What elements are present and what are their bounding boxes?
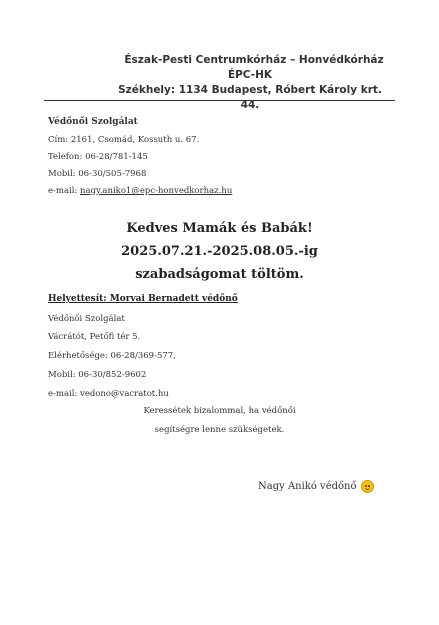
header-divider (44, 100, 395, 101)
substitute-mobile: Mobil: 06-30/852-9602 (48, 370, 147, 380)
primary-contact-email-row (48, 186, 232, 196)
smiley-face-icon (361, 480, 374, 493)
signature-text: Nagy Anikó védőnő (258, 481, 357, 492)
signature (258, 480, 374, 493)
closing-line-2: segítségre lenne szükségetek. (154, 425, 285, 435)
closing-line-1: Keressétek bizalommal, ha védőnői (143, 406, 296, 416)
substitute-email: e-mail: vedono@vacratot.hu (48, 389, 169, 399)
primary-contact-mobile: Mobil: 06-30/505-7968 (48, 169, 147, 179)
hospital-name: Észak-Pesti Centrumkórház – Honvédkórház (124, 54, 384, 66)
primary-contact-email-link[interactable]: nagy.aniko1@epc-honvedkorhaz.hu (80, 186, 233, 196)
substitute-service: Védőnői Szolgálat (48, 314, 125, 324)
hospital-seat: Székhely: 1134 Budapest, Róbert Károly krt. 44. (118, 84, 382, 111)
email-label: e-mail: (48, 186, 81, 196)
greeting-dates: 2025.07.21.-2025.08.05.-ig (121, 244, 318, 259)
hospital-header (110, 53, 390, 113)
substitute-heading: Helyettesít: Morvai Bernadett védőnő (48, 294, 238, 304)
hospital-abbreviation: ÉPC-HK (227, 69, 273, 81)
primary-contact-heading: Védőnői Szolgálat (48, 117, 138, 127)
primary-contact-address: Cím: 2161, Csomád, Kossuth u. 67. (48, 135, 200, 145)
substitute-reachable: Elérhetősége: 06-28/369-577, (48, 351, 176, 361)
substitute-address: Vácrátót, Petőfi tér 5. (48, 332, 141, 342)
primary-contact-phone: Telefon: 06-28/781-145 (48, 152, 148, 162)
greeting-line-3: szabadságomat töltöm. (135, 267, 304, 282)
greeting-line-1: Kedves Mamák és Babák! (126, 221, 313, 236)
